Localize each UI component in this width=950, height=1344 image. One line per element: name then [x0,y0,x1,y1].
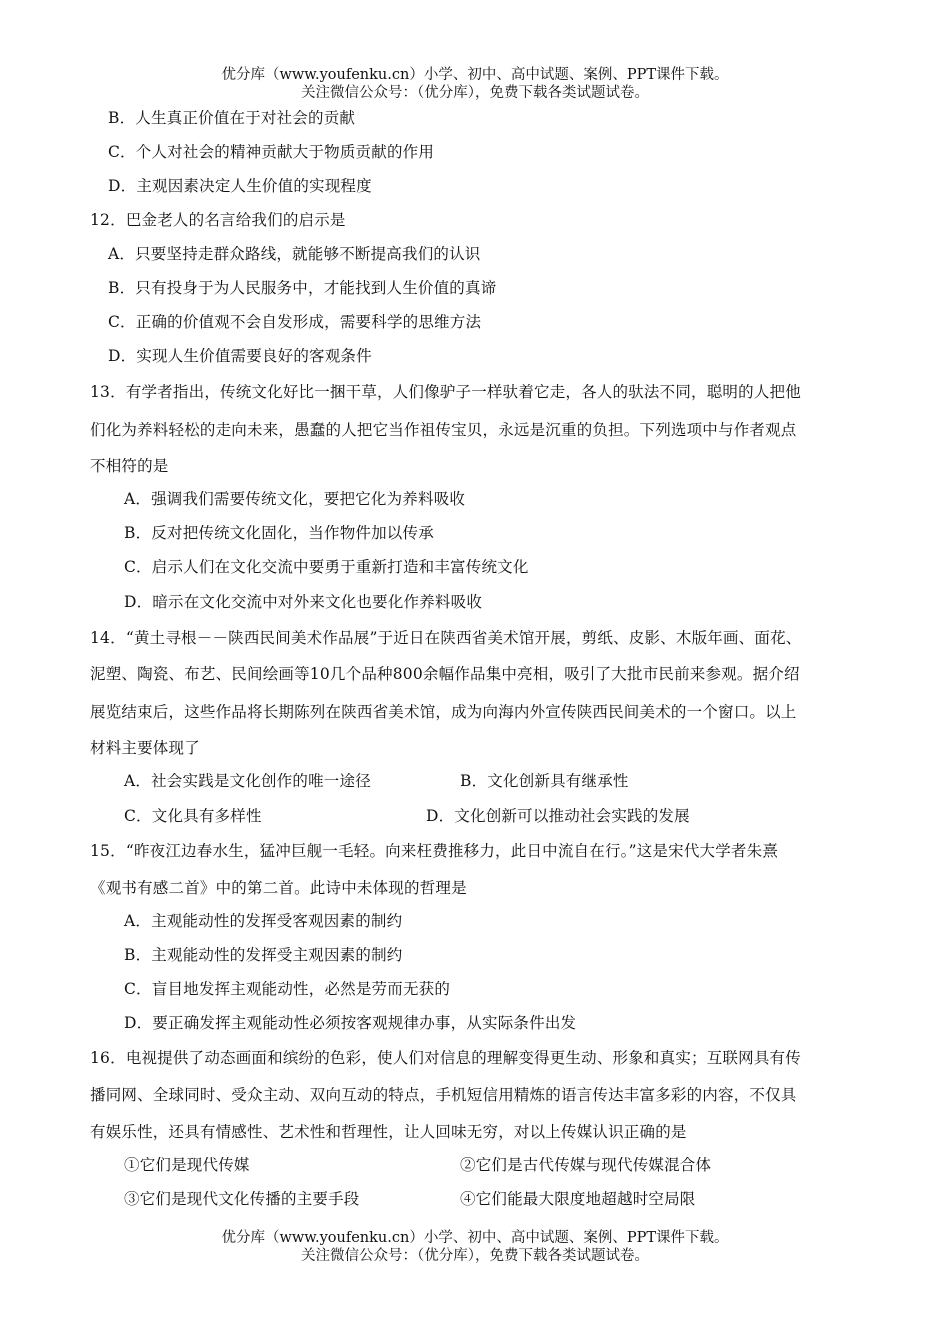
q15-option-b: B．主观能动性的发挥受主观因素的制约 [124,946,403,964]
q16-option-2: ②它们是古代传媒与现代传媒混合体 [460,1156,712,1174]
q12-option-d: D．实现人生价值需要良好的客观条件 [108,347,372,365]
q13-option-b: B．反对把传统文化固化，当作物件加以传承 [124,524,434,542]
q12-option-b: B．只有投身于为人民服务中，才能找到人生价值的真谛 [108,279,497,297]
q16-option-3: ③它们是现代文化传播的主要手段 [124,1190,360,1208]
q16-stem-line-3: 有娱乐性，还具有情感性、艺术性和哲理性，让人回味无穷，对以上传媒认识正确的是 [90,1123,687,1141]
page-header [0,66,950,102]
footer-line-1: 优分库（www.youfenku.cn）小学、初中、高中试题、案例、PPT课件下载。 [221,1230,729,1246]
q13-stem-line-1: 13．有学者指出，传统文化好比一捆干草，人们像驴子一样驮着它走，各人的驮法不同，聪明的人把他 [90,383,801,401]
q16-option-4: ④它们能最大限度地超越时空局限 [460,1190,696,1208]
q15-option-c: C．盲目地发挥主观能动性，必然是劳而无获的 [124,980,451,998]
q15-stem-line-1: 15．“昨夜江边春水生，猛冲巨舰一毛轻。向来枉费推移力，此日中流自在行。”这是宋代大学者朱熹 [90,842,779,860]
q13-option-d: D．暗示在文化交流中对外来文化也要化作养料吸收 [124,593,483,611]
q13-stem-line-3: 不相符的是 [90,457,169,475]
q14-option-b: B．文化创新具有继承性 [460,772,629,790]
q16-stem-line-2: 播同网、全球同时、受众主动、双向互动的特点，手机短信用精炼的语言传达丰富多彩的内容，不仅具 [90,1086,797,1104]
header-line-2: 关注微信公众号：（优分库），免费下载各类试题试卷。 [301,85,649,101]
q16-stem-line-1: 16．电视提供了动态画面和缤纷的色彩，使人们对信息的理解变得更生动、形象和真实；互联网具有传 [90,1049,801,1067]
q12-option-a: A．只要坚持走群众路线，就能够不断提高我们的认识 [108,245,481,263]
q13-option-c: C．启示人们在文化交流中要勇于重新打造和丰富传统文化 [124,558,529,576]
q11-option-c: C．个人对社会的精神贡献大于物质贡献的作用 [108,143,435,161]
q13-option-a: A．强调我们需要传统文化，要把它化为养料吸收 [124,490,466,508]
page-footer [0,1229,950,1265]
q16-option-1: ①它们是现代传媒 [124,1156,250,1174]
q14-stem-line-3: 展览结束后，这些作品将长期陈列在陕西省美术馆，成为向海内外宣传陕西民间美术的一个窗口。以上 [90,703,797,721]
q14-stem-line-1: 14．“黄土寻根－－陕西民间美术作品展”于近日在陕西省美术馆开展，剪纸、皮影、木版年画、面花、 [90,629,802,647]
q15-stem-line-2: 《观书有感二首》中的第二首。此诗中未体现的哲理是 [90,879,467,897]
q13-stem-line-2: 们化为养料轻松的走向未来，愚蠢的人把它当作祖传宝贝，永远是沉重的负担。下列选项中与作者观点 [90,421,797,439]
q15-option-d: D．要正确发挥主观能动性必须按客观规律办事，从实际条件出发 [124,1014,577,1032]
header-line-1: 优分库（www.youfenku.cn）小学、初中、高中试题、案例、PPT课件下载。 [221,67,729,83]
q14-stem-line-2: 泥塑、陶瓷、布艺、民间绘画等10几个品种800余幅作品集中亮相，吸引了大批市民前来参观。据介绍 [90,665,800,683]
q12-stem: 12．巴金老人的名言给我们的启示是 [90,211,346,229]
q12-option-c: C．正确的价值观不会自发形成，需要科学的思维方法 [108,313,482,331]
q14-stem-line-4: 材料主要体现了 [90,739,200,757]
q14-option-c: C．文化具有多样性 [124,807,262,825]
q14-option-a: A．社会实践是文化创作的唯一途径 [124,772,371,790]
q11-option-d: D．主观因素决定人生价值的实现程度 [108,177,372,195]
q11-option-b: B．人生真正价值在于对社会的贡献 [108,109,356,127]
q15-option-a: A．主观能动性的发挥受客观因素的制约 [124,912,403,930]
footer-line-2: 关注微信公众号：（优分库），免费下载各类试题试卷。 [301,1248,649,1264]
q14-option-d: D．文化创新可以推动社会实践的发展 [426,807,690,825]
